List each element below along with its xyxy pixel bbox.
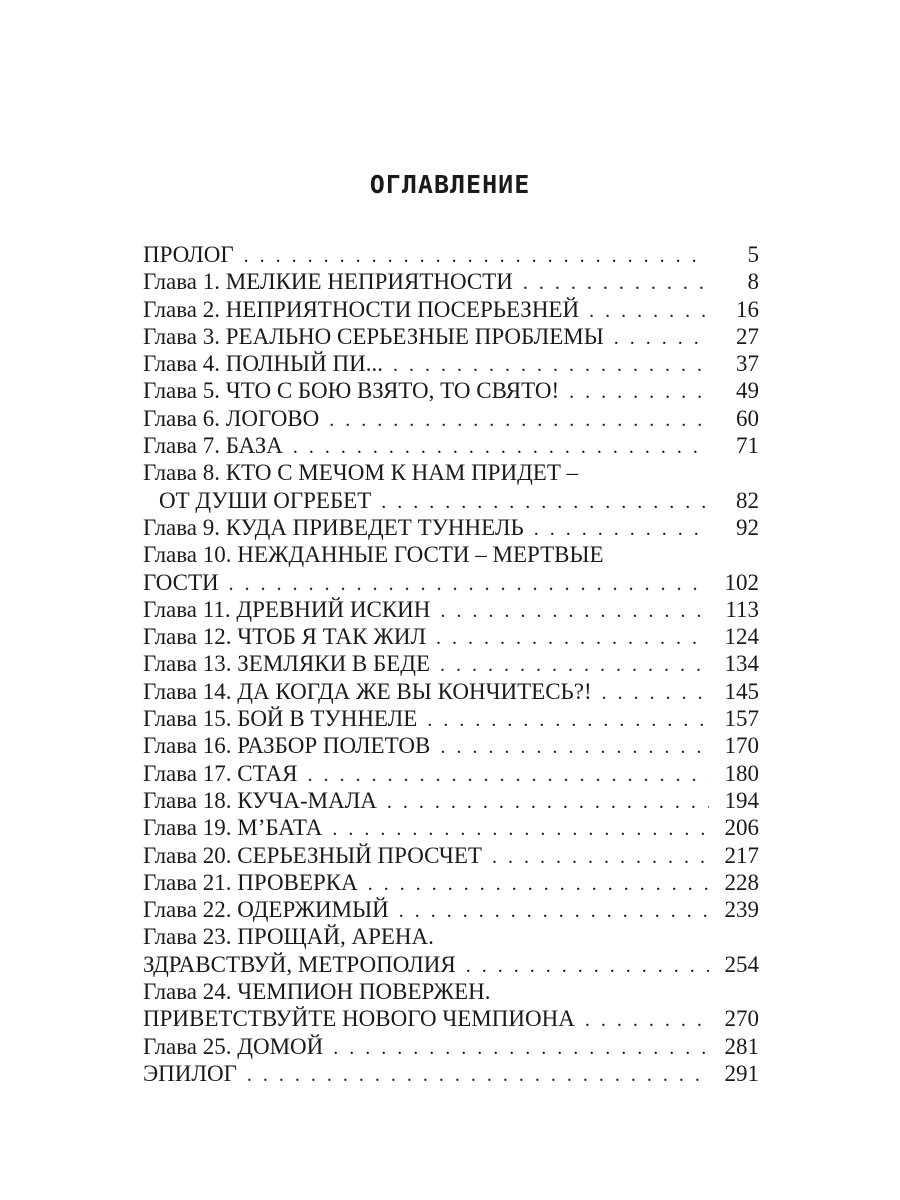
dot-leader [589, 298, 709, 325]
toc-entry [143, 705, 759, 732]
toc-entry [143, 869, 759, 896]
dot-leader [387, 789, 709, 816]
toc-entry [143, 842, 759, 869]
toc-entry-title: Глава 6. ЛОГОВО [143, 405, 320, 431]
toc-entry [143, 623, 759, 650]
toc-entry [143, 296, 759, 323]
dot-leader [440, 652, 709, 679]
page-number: 124 [724, 624, 759, 650]
toc-entry-heading [143, 978, 759, 1005]
page-number: 16 [736, 296, 759, 322]
toc-entry-title: Глава 20. СЕРЬЕЗНЫЙ ПРОСЧЕТ [143, 842, 482, 868]
toc-entry [143, 377, 759, 404]
toc-entry [143, 432, 759, 459]
dot-leader [523, 270, 709, 297]
toc-entry [143, 487, 759, 514]
toc-entry-title: Глава 1. МЕЛКИЕ НЕПРИЯТНОСТИ [143, 269, 513, 295]
toc-entry-title: Глава 23. ПРОЩАЙ, АРЕНА. [143, 924, 434, 950]
page-number: 228 [724, 869, 759, 895]
dot-leader [534, 516, 709, 543]
page-number: 239 [724, 897, 759, 923]
toc-entry-title: ПРОЛОГ [143, 242, 234, 267]
page-number: 254 [724, 951, 759, 977]
toc-entry [143, 650, 759, 677]
toc-entry [143, 514, 759, 541]
page-number: 113 [725, 596, 759, 622]
toc-entry-title: Глава 15. БОЙ В ТУННЕЛЕ [143, 706, 418, 732]
page-number: 49 [736, 378, 759, 404]
dot-leader [229, 571, 709, 598]
toc-entry [143, 678, 759, 705]
page-number: 281 [724, 1033, 759, 1059]
toc-entry-title-continued: ОТ ДУШИ ОГРЕБЕТ [159, 487, 372, 513]
page-number: 27 [736, 323, 759, 349]
dot-leader [381, 489, 709, 516]
toc-entry [143, 1005, 759, 1032]
toc-entry-title-continued: ЗДРАВСТВУЙ, МЕТРОПОЛИЯ [143, 951, 456, 977]
page-number: 194 [724, 787, 759, 813]
dot-leader [393, 352, 709, 379]
toc-entry-title: Глава 21. ПРОВЕРКА [143, 869, 358, 895]
dot-leader [329, 407, 709, 434]
toc-entry-title: Глава 3. РЕАЛЬНО СЕРЬЕЗНЫЕ ПРОБЛЕМЫ [143, 323, 604, 349]
toc-entry [143, 787, 759, 814]
dot-leader [427, 707, 709, 734]
toc-entry-title: Глава 19. М’БАТА [143, 815, 323, 841]
toc-entry-title: Глава 14. ДА КОГДА ЖЕ ВЫ КОНЧИТЕСЬ?! [143, 678, 592, 704]
toc-entry-heading [143, 923, 759, 950]
dot-leader [585, 1007, 709, 1034]
page-number: 170 [724, 733, 759, 759]
toc-entry-title: ЭПИЛОГ [143, 1060, 237, 1086]
toc-entry-title: Глава 10. НЕЖДАННЫЕ ГОСТИ – МЕРТВЫЕ [143, 542, 604, 568]
table-of-contents [143, 241, 759, 1087]
page-number: 5 [747, 242, 759, 267]
toc-entry [143, 350, 759, 377]
dot-leader [440, 734, 709, 761]
toc-entry [143, 268, 759, 295]
dot-leader [244, 243, 709, 270]
toc-entry-title: Глава 2. НЕПРИЯТНОСТИ ПОСЕРЬЕЗНЕЙ [143, 296, 580, 322]
page-number: 206 [724, 815, 759, 841]
dot-leader [569, 379, 709, 406]
dot-leader [602, 680, 709, 707]
toc-entry-title: Глава 25. ДОМОЙ [143, 1033, 324, 1059]
toc-entry-title: Глава 16. РАЗБОР ПОЛЕТОВ [143, 733, 431, 759]
page-number: 291 [724, 1060, 759, 1086]
page-number: 60 [736, 405, 759, 431]
dot-leader [614, 325, 709, 352]
toc-entry-heading [143, 459, 759, 486]
page-number: 102 [724, 569, 759, 595]
toc-entry [143, 814, 759, 841]
toc-entry-title: Глава 7. БАЗА [143, 433, 283, 459]
toc-entry [143, 569, 759, 596]
page-number: 71 [736, 433, 759, 459]
page-number: 37 [736, 351, 759, 377]
dot-leader [307, 762, 709, 789]
dot-leader [368, 871, 709, 898]
toc-entry-title: Глава 9. КУДА ПРИВЕДЕТ ТУННЕЛЬ [143, 514, 524, 540]
page-number: 134 [724, 651, 759, 677]
dot-leader [399, 898, 709, 925]
toc-entry [143, 732, 759, 759]
page-number: 157 [724, 706, 759, 732]
toc-entry-title-continued: ГОСТИ [143, 569, 219, 595]
toc-entry-title: Глава 18. КУЧА-МАЛА [143, 787, 377, 813]
toc-entry-heading [143, 541, 759, 568]
page-number: 217 [724, 842, 759, 868]
toc-entry-title: Глава 11. ДРЕВНИЙ ИСКИН [143, 596, 431, 622]
dot-leader [436, 625, 709, 652]
dot-leader [492, 844, 709, 871]
toc-entry-title: Глава 13. ЗЕМЛЯКИ В БЕДЕ [143, 651, 431, 677]
toc-entry-title: Глава 17. СТАЯ [143, 760, 298, 786]
toc-entry [143, 241, 759, 268]
dot-leader [440, 598, 709, 625]
dot-leader [333, 1035, 709, 1062]
toc-entry [143, 596, 759, 623]
dot-leader [466, 953, 709, 980]
page-number: 82 [736, 487, 759, 513]
dot-leader [332, 816, 709, 843]
toc-entry [143, 760, 759, 787]
toc-entry [143, 405, 759, 432]
dot-leader [293, 434, 709, 461]
toc-entry [143, 1060, 759, 1087]
page-number: 8 [747, 269, 759, 295]
page-number: 145 [724, 678, 759, 704]
toc-entry-title: Глава 5. ЧТО С БОЮ ВЗЯТО, ТО СВЯТО! [143, 378, 560, 404]
page-number: 270 [724, 1006, 759, 1032]
toc-entry-title: Глава 24. ЧЕМПИОН ПОВЕРЖЕН. [143, 979, 491, 1005]
toc-entry [143, 951, 759, 978]
toc-entry [143, 1033, 759, 1060]
page-number: 92 [736, 514, 759, 540]
toc-entry-title: Глава 4. ПОЛНЫЙ ПИ... [143, 351, 383, 377]
page-number: 180 [724, 760, 759, 786]
dot-leader [247, 1062, 709, 1089]
toc-entry [143, 323, 759, 350]
page-title: ОГЛАВЛЕНИЕ [369, 170, 531, 199]
toc-entry-title: Глава 8. КТО С МЕЧОМ К НАМ ПРИДЕТ – [143, 460, 579, 486]
toc-entry-title-continued: ПРИВЕТСТВУЙТЕ НОВОГО ЧЕМПИОНА [143, 1006, 575, 1032]
toc-entry [143, 896, 759, 923]
toc-entry-title: Глава 22. ОДЕРЖИМЫЙ [143, 897, 389, 923]
toc-entry-title: Глава 12. ЧТОБ Я ТАК ЖИЛ [143, 624, 427, 650]
